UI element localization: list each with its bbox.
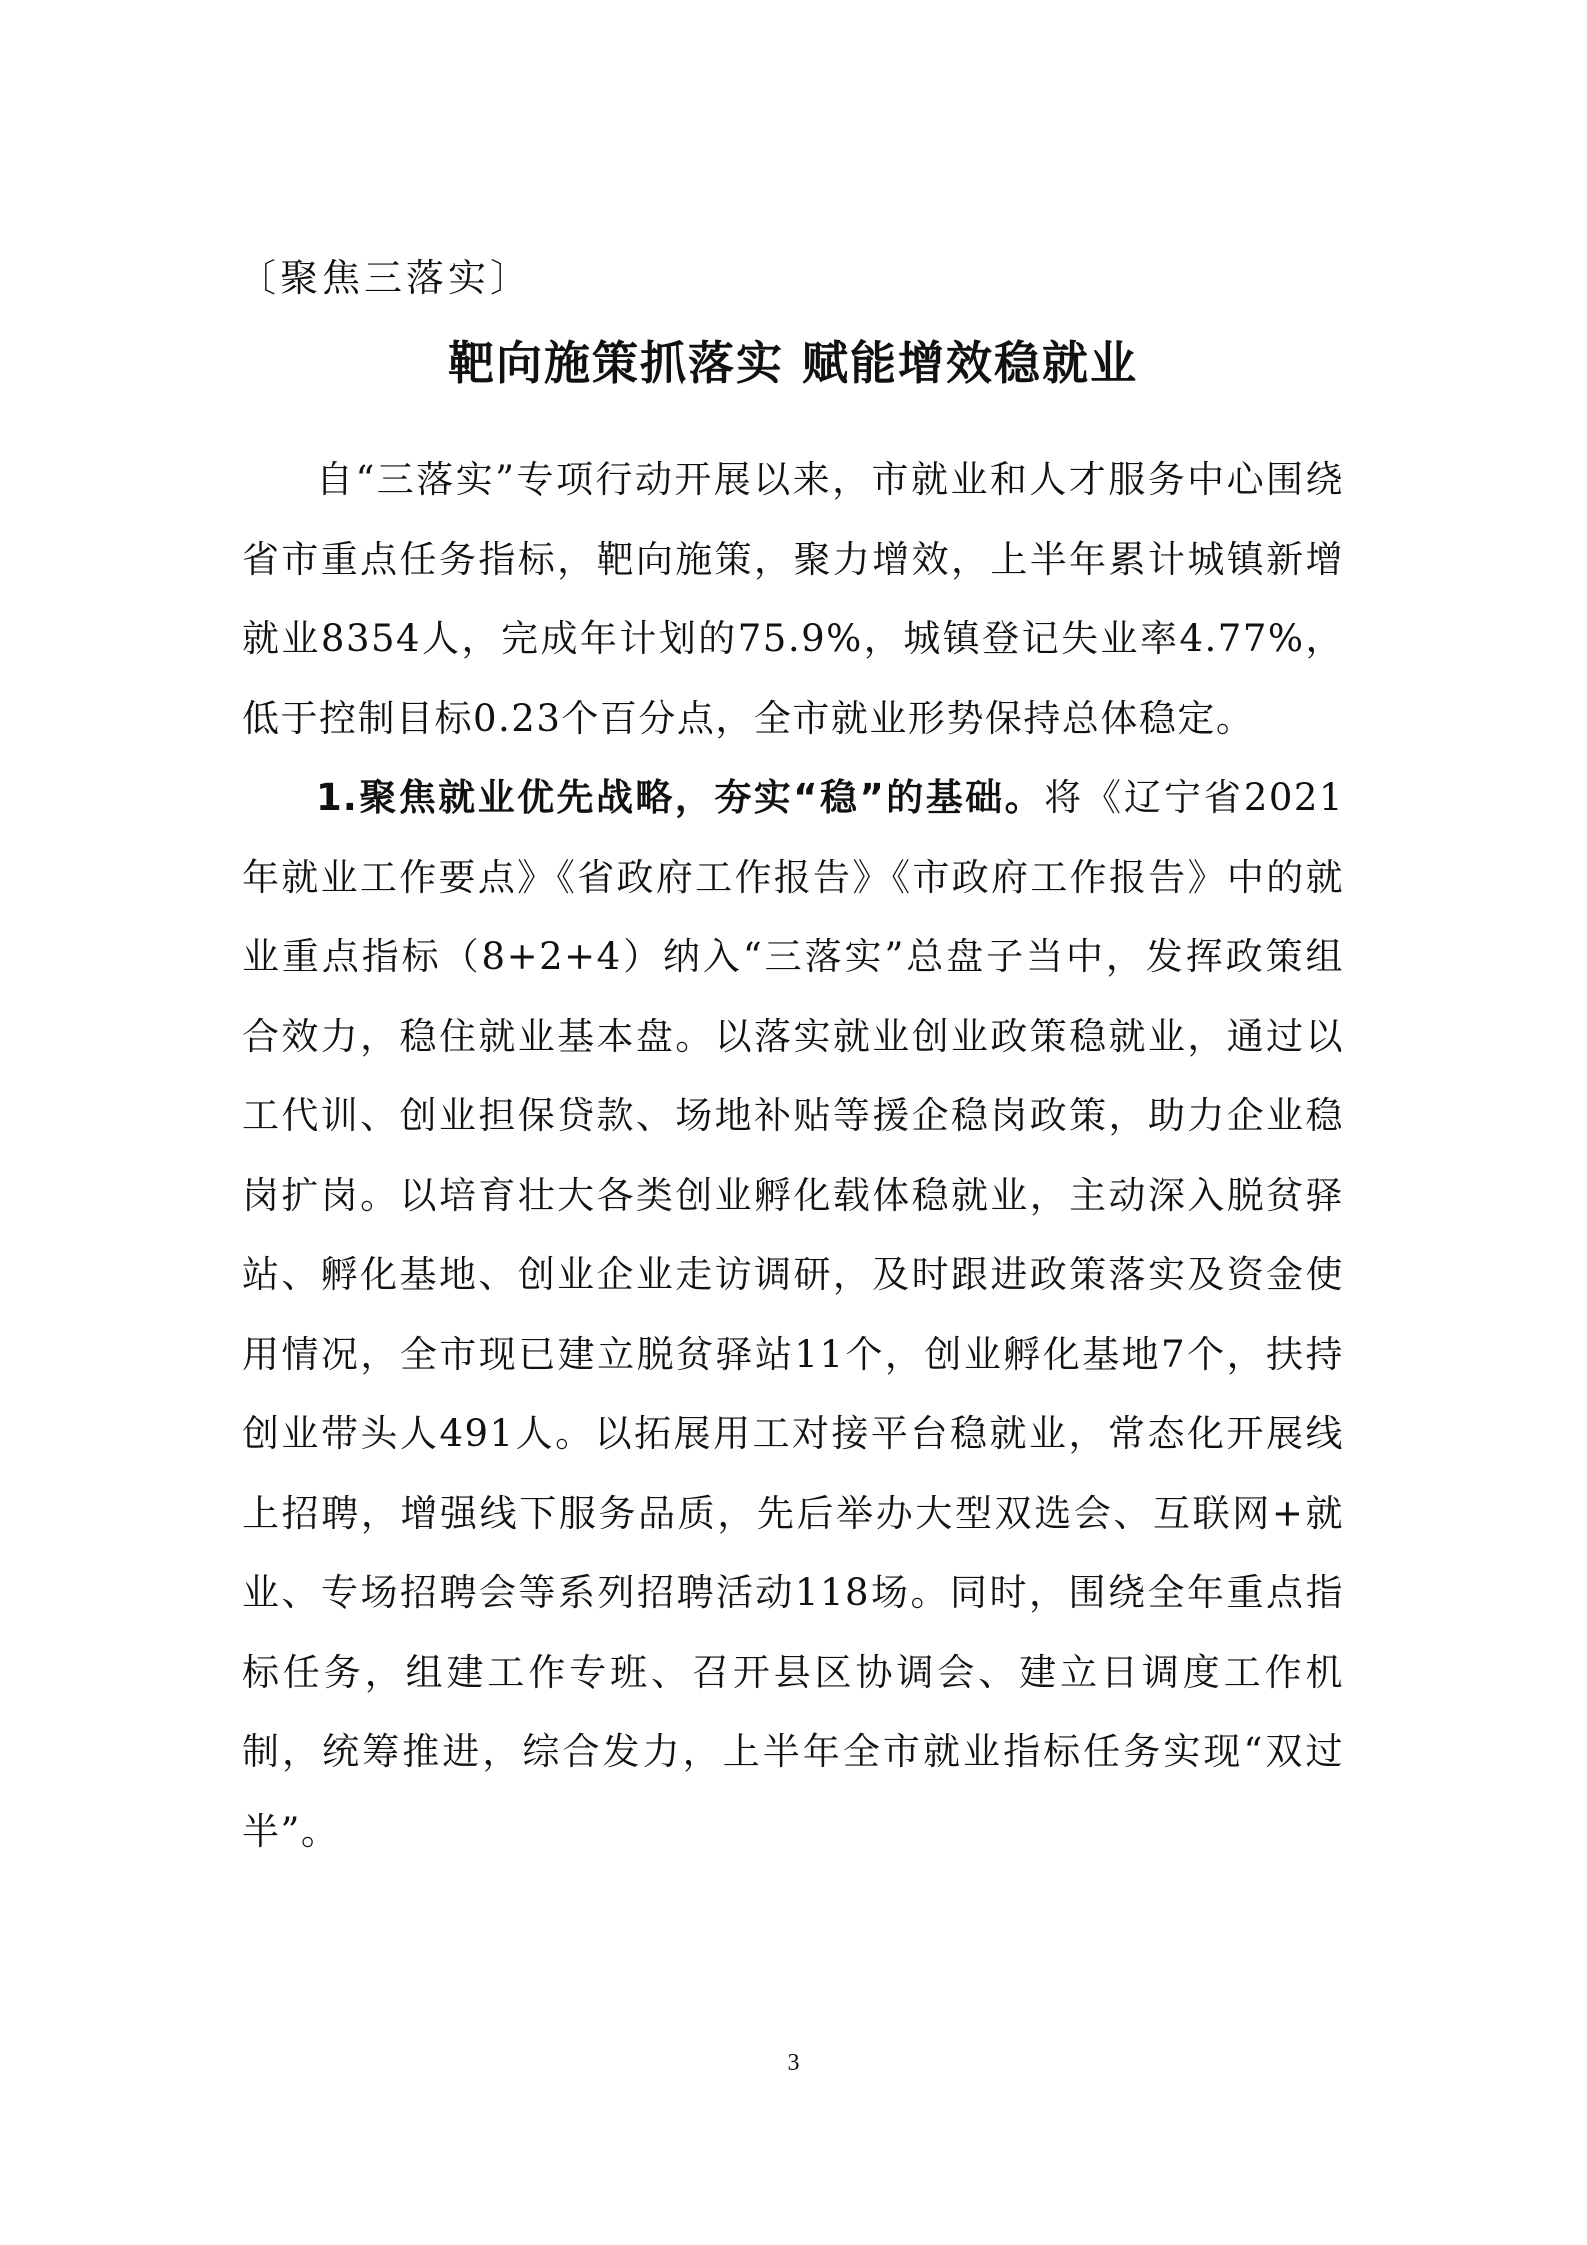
column-tag: 〔聚焦三落实〕 xyxy=(238,256,533,300)
intro-paragraph xyxy=(242,440,1344,758)
article-title: 靶向施策抓落实 赋能增效稳就业 xyxy=(447,336,1138,390)
section-1-heading: 1.聚焦就业优先战略，夯实“稳”的基础。 xyxy=(316,776,1045,819)
article-body xyxy=(242,440,1344,1871)
page-number: 3 xyxy=(787,2050,800,2076)
section-1-text: 将《辽宁省2021年就业工作要点》《省政府工作报告》《市政府工作报告》中的就业重点指标（8+2+4）纳入“三落实”总盘子当中，发挥政策组合效力，稳住就业基本盘。以落实就业创业政策稳就业，通过以工代训、创业担保贷款、场地补贴等援企稳岗政策，助力企业稳岗扩岗。以培育壮大各类创业孵化载体稳就业，主动深入脱贫驿站、孵化基地、创业企业走访调研，及时跟进政策落实及资金使用情况，全市现已建立脱贫驿站11个，创业孵化基地7个，扶持创业带头人491人。以拓展用工对接平台稳就业，常态化开展线上招聘，增强线下服务品质，先后举办大型双选会、互联网+就业、专场招聘会等系列招聘活动118场。同时，围绕全年重点指标任务，组建工作专班、召开县区协调会、建立日调度工作机制，统筹推进，综合发力，上半年全市就业指标任务实现“双过半”。 xyxy=(242,776,1344,1853)
section-1-paragraph xyxy=(242,758,1344,1871)
intro-paragraph-text: 自“三落实”专项行动开展以来，市就业和人才服务中心围绕省市重点任务指标，靶向施策，聚力增效，上半年累计城镇新增就业8354人，完成年计划的75.9%，城镇登记失业率4.77%，低于控制目标0.23个百分点，全市就业形势保持总体稳定。 xyxy=(242,458,1344,740)
